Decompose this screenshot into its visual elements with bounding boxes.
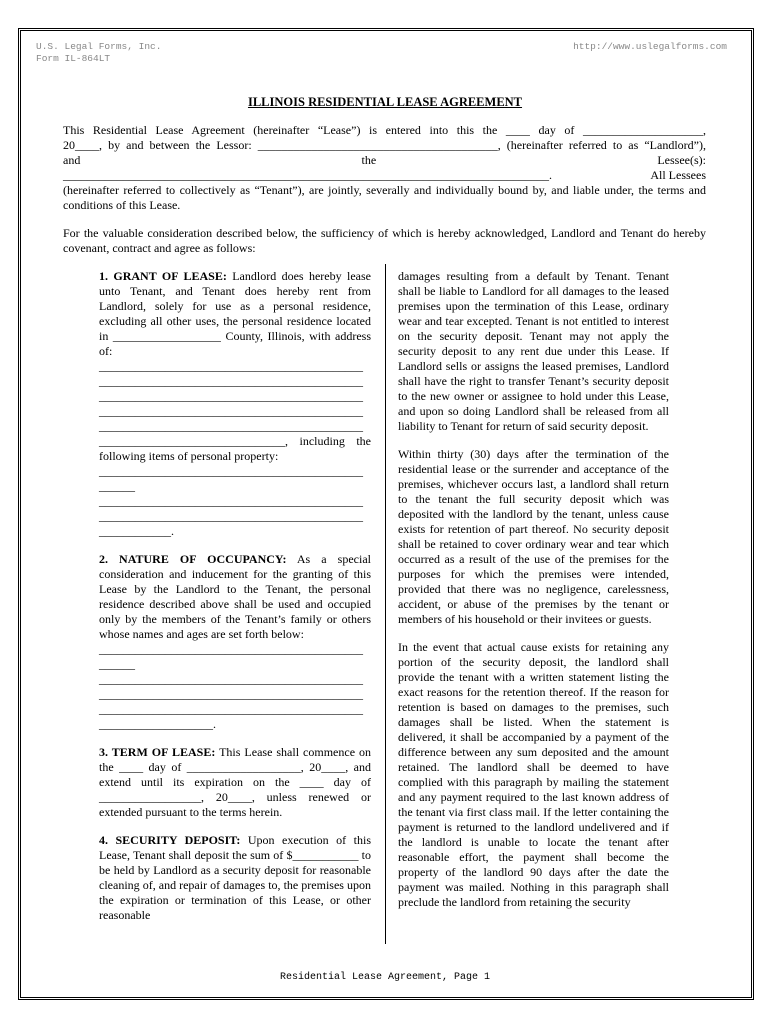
section-nature-of-occupancy [99,552,371,642]
consideration-paragraph: For the valuable consideration described below, the sufficiency of which is hereby acknowledged, Landlord and Tenant do hereby covenant, contract and agree as follows: [63,226,706,255]
header-url[interactable]: http://www.uslegalforms.com [573,41,727,52]
left-column [99,269,371,936]
section-text: This Lease shall commence on the ____ day of ___________________, 20____, and extend until its expiration on the ____ day of _________________, 20____, unless renewed or extended pursuant to the terms herein. [99,745,372,819]
intro-paragraph [63,123,706,213]
property-line: ____________________________________________ [99,464,363,478]
occupant-line: ____________________________________________ [99,687,363,701]
deposit-retention-paragraph: In the event that actual cause exists for retaining any portion of the security deposit, the landlord shall provide the tenant with a written statement listing the exact reasons for the retention thereof. If the reason for retention is based on damages to the premises, such damages shall be listed. When the statement is delivered, it shall be accompanied by a payment of the difference between any sum deposited and the amount retained. The landlord shall be deemed to have complied with this paragraph by mailing the statement and any payment required to the last known address of the tenant via first class mail. If the letter containing the payment is returned to the landlord undelivered and if the landlord is unable to locate the tenant after reasonable effort, the payment shall become the property of the landlord 90 days after the date the payment was mailed. Nothing in this paragraph shall preclude the landlord from retaining the security [398,640,669,909]
document-title: ILLINOIS RESIDENTIAL LEASE AGREEMENT [247,95,523,109]
occupant-line: ___________________. [99,717,216,731]
section-heading: 1. GRANT OF LEASE: [99,269,227,283]
section-security-deposit [99,833,371,923]
company-name: U.S. Legal Forms, Inc. [36,41,162,52]
section-heading: 4. SECURITY DEPOSIT: [99,833,241,847]
intro-line [63,168,706,183]
address-line: ____________________________________________ [99,374,363,388]
intro-word: the [361,153,377,167]
occupant-line: ____________________________________________ [99,672,363,686]
header-left [36,41,161,65]
occupant-line: ______ [99,657,135,671]
intro-word: and [63,153,81,167]
deposit-return-paragraph: Within thirty (30) days after the termination of the residential lease or the surrender and acceptance of the premises, whichever occurs last, a landlord shall return to the tenant the full security deposit which was deposited with the landlord by the tenant, unless cause exists for retention of part thereof. No security deposit shall be retained to cover ordinary wear and tear which occurred as a result of the use of the premises for the purposes for which the premises were intended, provided that there was no negligence, carelessness, accident, or abuse of the premises by the tenant or members of his household or their invitees or guests. [398,447,669,626]
section-heading: 3. TERM OF LEASE: [99,745,216,759]
address-line: _______________________________, including the [99,434,371,448]
section-text: As a special consideration and inducement for the granting of this Lease by the Landlord to the Tenant, the personal residence described above shall be used and occupied only by the members of the Tenant’s family or others whose names and ages are set forth below: [99,552,371,641]
intro-line [63,153,706,168]
page-footer: Residential Lease Agreement, Page 1 [279,972,491,983]
occupant-line: ____________________________________________ [99,642,363,656]
form-id: Form IL-864LT [36,53,111,64]
address-line: ____________________________________________ [99,404,363,418]
intro-blank: _________________________________________________________________________________. [63,168,552,182]
address-line: ____________________________________________ [99,419,363,433]
address-line: ____________________________________________ [99,389,363,403]
intro-word: All Lessees [650,168,706,182]
occupant-line: ____________________________________________ [99,702,363,716]
intro-line: (hereinafter referred to collectively as “Tenant”), are jointly, severally and individually bound by, and liable under, the terms and conditions of this Lease. [63,183,706,212]
property-line: ____________________________________________ [99,509,363,523]
property-line: ____________________________________________ [99,494,363,508]
intro-line: 20____, by and between the Lessor: ________________________________________, (hereinafter referred to as “Landlord”), [63,138,706,152]
right-column [398,269,669,923]
section-text: Upon execution of this Lease, Tenant shall deposit the sum of $___________ to be held by Landlord as a security deposit for reasonable cleaning of, and repair of damages to, the premises upon the expiration or termination of this Lease, or other reasonable [99,833,371,922]
address-line: ____________________________________________ [99,359,363,373]
section-heading: 2. NATURE OF OCCUPANCY: [99,552,287,566]
deposit-paragraph: damages resulting from a default by Tenant. Tenant shall be liable to Landlord for all damages to the leased premises upon the termination of this Lease, ordinary wear and tear excepted. Tenant is not entitled to interest on the security deposit. Tenant may not apply the security deposit to any rent due under this Lease. If Landlord sells or assigns the leased premises, Landlord shall have the right to transfer Tenant’s security deposit to the new owner or assignee to hold under this Lease, and upon so doing Landlord shall be released from all liability to Tenant for return of said security deposit. [398,269,669,433]
section-term-of-lease [99,745,371,820]
section-grant-of-lease [99,269,371,359]
section-text: Landlord does hereby lease unto Tenant, and Tenant does hereby rent from Landlord, solely for use as a personal residence, excluding all other uses, the personal residence located in __________________ County, Illinois, with address of: [99,269,371,358]
column-divider [385,264,386,944]
property-line: ____________. [99,524,174,538]
property-line: ______ [99,479,135,493]
section-text: following items of personal property: [99,449,279,463]
intro-line: This Residential Lease Agreement (hereinafter “Lease”) is entered into this the ____ day of ____________________, [63,123,706,137]
intro-word: Lessee(s): [657,153,706,167]
